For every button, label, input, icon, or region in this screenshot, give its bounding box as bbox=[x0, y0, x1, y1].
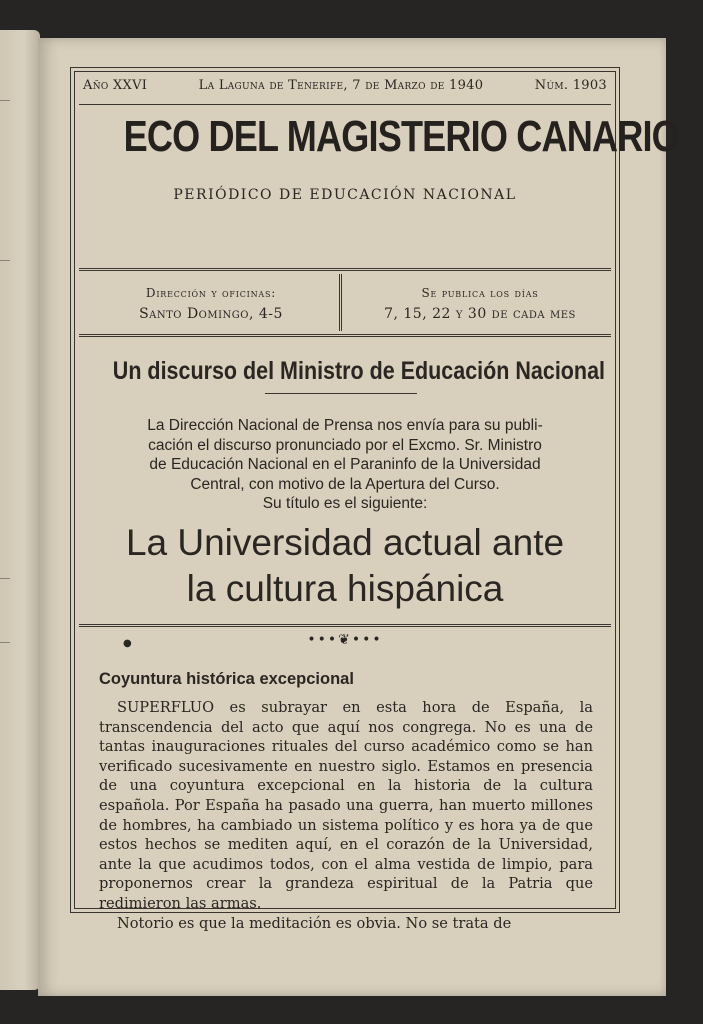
intro-line: de Educación Nacional en el Paraninfo de la Universidad bbox=[149, 456, 541, 473]
body-paragraph: SUPERFLUO es subrayar en esta hora de España, la transcendencia del acto que aquí nos congrega. No es una de tantas inauguraciones rituales del curso académico como se han verificado sucesivamente en nuestro siglo. Estamos en presencia de una coyuntura excepcional en la historia de la cultura española. Por España ha pasado una guerra, han muerto millones de hombres, ha cambiado un sistema político y es hora ya de que estos hechos se mediten aquí, en el corazón de la Universidad, ante la que acudimos todos, con el alma vestida de limpio, para proponernos crear la grandeza espiritual de la Patria que redimieron las armas. bbox=[99, 699, 593, 912]
issue-number: Núm. 1903 bbox=[534, 78, 607, 93]
schedule-label: Se publica los días bbox=[421, 286, 539, 300]
speech-title-line: La Universidad actual ante bbox=[125, 522, 565, 563]
headline-underline bbox=[265, 393, 417, 394]
divider bbox=[79, 104, 611, 105]
intro-line: La Dirección Nacional de Prensa nos envía para su publi- bbox=[147, 417, 543, 434]
speech-title-line: la cultura hispánica bbox=[186, 568, 504, 609]
adjacent-page-edge bbox=[0, 30, 40, 990]
volume-label: Año XXVI bbox=[83, 78, 148, 93]
section-heading: Coyuntura histórica excepcional bbox=[99, 670, 354, 688]
divider bbox=[79, 334, 611, 337]
dateline bbox=[83, 78, 607, 93]
address-label: Dirección y oficinas: bbox=[145, 286, 277, 300]
page-frame bbox=[74, 71, 679, 932]
article-intro bbox=[93, 416, 597, 514]
article-body bbox=[99, 698, 593, 933]
schedule-value: 7, 15, 22 y 30 de cada mes bbox=[384, 306, 576, 322]
schedule-block bbox=[355, 286, 605, 322]
bullet-mark: ● bbox=[123, 638, 132, 649]
masthead-title: ECO DEL MAGISTERIO CANARIO bbox=[123, 112, 679, 161]
body-paragraph: Notorio es que la meditación es obvia. No se trata de bbox=[117, 914, 512, 932]
column-separator bbox=[339, 274, 342, 331]
address-block bbox=[95, 286, 327, 322]
newspaper-page bbox=[38, 38, 679, 996]
speech-title bbox=[75, 520, 615, 612]
intro-line: Central, con motivo de la Apertura del Curso. bbox=[190, 475, 500, 493]
place-date: La Laguna de Tenerife, 7 de Marzo de 1940 bbox=[198, 78, 484, 93]
divider bbox=[79, 624, 611, 627]
address-value: Santo Domingo, 4-5 bbox=[139, 306, 283, 322]
intro-line: cación el discurso pronunciado por el Excmo. Sr. Ministro bbox=[148, 436, 542, 454]
intro-line: Su título es el siguiente: bbox=[262, 495, 428, 512]
ornament-icon: •••❦••• bbox=[307, 632, 383, 648]
masthead-subtitle: PERIÓDICO DE EDUCACIÓN NACIONAL bbox=[173, 187, 517, 203]
article-headline: Un discurso del Ministro de Educación Nacional bbox=[112, 357, 606, 385]
divider bbox=[79, 268, 611, 271]
